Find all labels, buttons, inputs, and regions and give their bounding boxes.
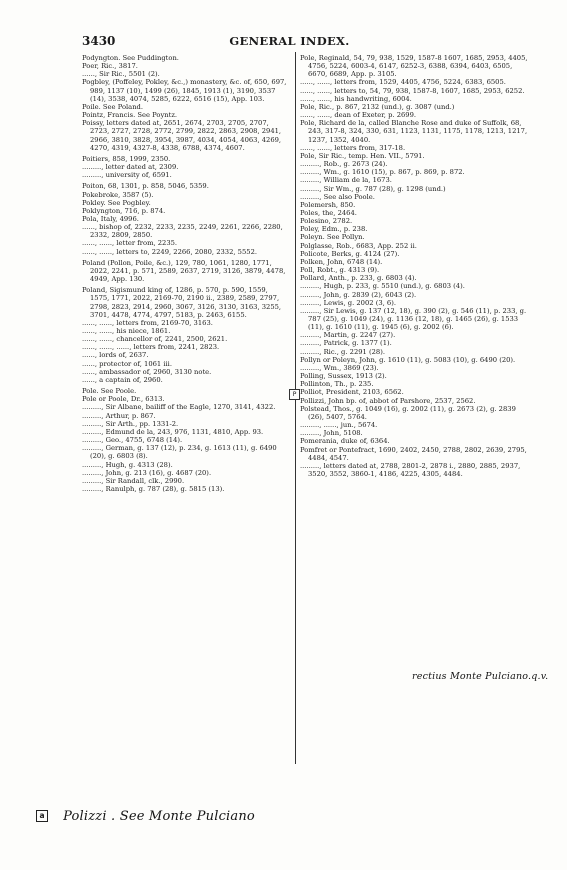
index-entry: Polemersh, 850. (300, 200, 356, 209)
index-entry: Poles, the, 2464. (300, 208, 357, 217)
index-entry: Poile. See Poland. (82, 102, 144, 111)
index-entry: ......, ......, ......, letters from, 2241, 2823. (82, 343, 220, 352)
index-entry: ........., letter dated at, 2309. (82, 163, 179, 172)
index-column-left (82, 54, 288, 493)
index-entry: ........., university of, 6591. (82, 171, 172, 180)
index-entry: ......, ......, letter from, 2235. (82, 239, 178, 248)
index-entry: Pole or Poole, Dr., 6313. (82, 395, 165, 404)
index-entry: ......, ......, chancellor of, 2241, 2500, 2621. (82, 335, 228, 344)
index-entry: Pomfret or Pontefract, 1690, 2402, 2450, 2788, 2802, 2639, 2795, 4484, 4547. (300, 445, 527, 462)
index-entry: Pole. See Poole. (82, 387, 137, 396)
index-entry: ......, ambassador of, 2960, 3130 note. (82, 367, 212, 376)
index-entry: Polstead, Thos., g. 1049 (16), g. 2002 (11), g. 2673 (2), g. 2839 (26), 5407, 5764. (300, 404, 516, 421)
index-entry: ........., Arthur, p. 867. (82, 411, 156, 420)
index-entry: ........., ......, jun., 5674. (300, 421, 378, 430)
index-entry: ........., Ric., g. 2291 (28). (300, 347, 385, 356)
index-entry: Pokley. See Pogbley. (82, 198, 151, 207)
margin-stamp-icon: P (289, 389, 300, 400)
index-entry: Poland (Pollon, Poile, &c.), 129, 780, 1061, 1280, 1771, 2022, 2241, p. 571, 2589, 2637, 2719, 3126, 3879, 4478, 4949, App. 130. (82, 258, 286, 284)
index-entry: Pola, Italy, 4996. (82, 214, 139, 223)
index-entry: Poley, Edm., p. 238. (300, 225, 368, 234)
index-entry: ......, ......, letters from, 317-18. (300, 143, 406, 152)
index-entry: ........., Rob., g. 2673 (24). (300, 160, 388, 169)
index-entry: ........., John, 5108. (300, 429, 363, 438)
index-entry: Pogbley, (Poffeley, Pokley, &c.,) monastery, &c. of, 650, 697, 989, 1137 (10), 1499 (26), 1845, 1913 (1), 3190, 3537 (14), 3538, 4074, 5285, 6222, 6516 (15), App. 103. (82, 78, 287, 103)
index-entry: ......, ......, letters to, 54, 79, 938, 1587-8, 1607, 1685, 2953, 6252. (300, 86, 525, 95)
index-entry: ......, lords of, 2637. (82, 351, 149, 360)
index-entry: Podyngton. See Puddington. (82, 54, 179, 62)
page-header (82, 34, 497, 50)
index-entry: Pole, Richard de la, called Blanche Rose and duke of Suffolk, 68, 243, 317-8, 324, 330, 631, 1123, 1131, 1175, 1178, 1213, 1217, 1237, 1352, 4040. (300, 119, 528, 144)
index-entry: ........., Wm., 3869 (23). (300, 363, 379, 372)
index-entry: ........., John, g. 2839 (2), 6043 (2). (300, 290, 417, 299)
index-entry: Pole, Ric., p. 867, 2132 (und.), g. 3087 (und.) (300, 102, 455, 111)
index-entry: Poitiers, 858, 1999, 2350. (82, 154, 171, 163)
index-entry: ......, bishop of, 2232, 2233, 2235, 2249, 2261, 2266, 2280, 2332, 2809, 2850. (82, 223, 283, 240)
index-entry: ......, ......, his handwriting, 6004. (300, 94, 412, 103)
index-entry: Pollizzi, John bp. of, abbot of Parshore, 2537, 2562. (300, 396, 476, 405)
index-entry: ........., Patrick, g. 1377 (1). (300, 339, 392, 348)
index-entry: ........., See also Poole. (300, 192, 375, 201)
boxed-letter-icon: a (36, 810, 48, 822)
index-entry: Pollinton, Th., p. 235. (300, 380, 374, 389)
column-divider (295, 52, 296, 764)
index-entry: ........., Sir Albane, bailiff of the Eagle, 1270, 3141, 4322. (82, 403, 276, 412)
index-entry: Poleyn. See Pollyn. (300, 233, 365, 242)
index-entry: ........., Ranulph, g. 787 (28), g. 5815 (13). (82, 484, 225, 493)
index-entry: ........., Geo., 4755, 6748 (14). (82, 436, 183, 445)
index-entry: Polglasse, Rob., 6683, App. 252 ii. (300, 241, 417, 250)
index-entry: Pokebroke, 3587 (5). (82, 190, 154, 199)
page-title: GENERAL INDEX. (229, 34, 350, 48)
index-entry: Polliot, President, 2103, 6562. (300, 388, 404, 397)
index-entry: ......, ......, letters to, 2249, 2266, 2080, 2332, 5552. (82, 247, 258, 256)
index-entry: Polesino, 2782. (300, 217, 353, 226)
index-entry: ........., Edmund de la, 243, 976, 1131, 4810, App. 93. (82, 427, 264, 436)
index-entry: ........., Sir Randall, clk., 2990. (82, 476, 185, 485)
index-entry: Poland, Sigismund king of, 1286, p. 570, p. 590, 1559, 1575, 1771, 2022, 2169-70, 2190 ii., 2389, 2589, 2797, 2798, 2823, 2914, 2960, 3067, 3126, 3130, 3163, 3255, 3701, 4478, 4774, 4797, 5183, p. 2463, 6155. (82, 286, 282, 319)
index-entry: Pollyn or Poleyn, John, g. 1610 (11), g. 5083 (10), g. 6490 (20). (300, 355, 516, 364)
handwritten-correction: rectius Monte Pulciano.q.v. (412, 671, 549, 682)
index-entry: ........., William de la, 1673. (300, 176, 392, 185)
index-entry: ........., Hugh, g. 4313 (28). (82, 460, 173, 469)
index-entry: Pollard, Anth., p. 233, g. 6803 (4). (300, 274, 417, 283)
index-entry: Poer, Ric., 3817. (82, 62, 138, 71)
index-entry: ......, ......, letters from, 2169-70, 3163. (82, 318, 213, 327)
index-entry: ........., Sir Arth., pp. 1331-2. (82, 419, 179, 428)
index-entry: ........., John, g. 213 (16), g. 4687 (20). (82, 468, 212, 477)
handwritten-addendum-text: Polizzi . See Monte Pulciano (63, 809, 255, 824)
index-entry: ........., Wm., g. 1610 (15), p. 867, p. 869, p. 872. (300, 168, 465, 177)
index-entry: Polling, Sussex, 1913 (2). (300, 372, 387, 381)
index-entry: ........., Lewis, g. 2002 (3, 6). (300, 298, 396, 307)
index-column-right (300, 54, 528, 478)
index-entry: ........., letters dated at, 2788, 2801-2, 2878 i., 2880, 2885, 2937, 3520, 3552, 3860-1, 4186, 4225, 4305, 4484. (300, 461, 521, 478)
index-entry: Poll, Robt., g. 4313 (9). (300, 266, 380, 275)
index-entry: ......, ......, letters from, 1529, 4405, 4756, 5224, 6383, 6505. (300, 78, 506, 87)
index-entry: ......, a captain of, 2960. (82, 375, 163, 384)
index-entry: ......, ......, his niece, 1861. (82, 327, 171, 335)
index-entry: Policote, Berks, g. 4124 (27). (300, 249, 400, 258)
index-entry: Pole, Reginald, 54, 79, 938, 1529, 1587-8 1607, 1685, 2953, 4405, 4756, 5224, 6003-4, 6147, 6252-3, 6388, 6394, 6403, 6505, 6670, 6689, App. p. 3105. (300, 54, 528, 79)
index-entry: Pole, Sir Ric., temp. Hen. VII., 5791. (300, 151, 425, 160)
index-entry: ........., Hugh, p. 233, g. 5510 (und.), g. 6803 (4). (300, 282, 465, 291)
index-entry: Pointz, Francis. See Poyntz. (82, 111, 178, 120)
index-entry: Poiton, 68, 1301, p. 858, 5046, 5359. (82, 182, 209, 191)
index-entry: ......, Sir Ric., 5501 (2). (82, 70, 160, 79)
index-entry: Poissy, letters dated at, 2651, 2674, 2703, 2705, 2707, 2723, 2727, 2728, 2772, 2799, 2822, 2863, 2908, 2941, 2966, 3810, 3828, 3954, 3987, 4034, 4054, 4063, 4269, 4270, 4319, 4327-8, 4338, 6788, 4374, 4607. (82, 119, 282, 152)
index-entry: ........., Martin, g. 2247 (27). (300, 331, 396, 340)
handwritten-addendum (36, 805, 255, 824)
index-entry: ........., Sir Lewis, g. 137 (12, 18), g. 390 (2), g. 546 (11), p. 233, g. 787 (25), g. 1049 (24), g. 1136 (12, 18), g. 1465 (26), g. 1533 (11), g. 1610 (11), g. 1945 (6), g. 2002 (6). (300, 306, 527, 332)
index-entry: Polken, John, 6748 (14). (300, 257, 383, 266)
index-entry: Pomerania, duke of, 6364. (300, 437, 390, 446)
index-entry: ........., German, g. 137 (12), p. 234, g. 1613 (11), g. 6490 (20), g. 6803 (8). (82, 444, 277, 461)
index-entry: ......, protector of, 1061 iii. (82, 359, 172, 368)
page-number: 3430 (82, 34, 116, 48)
index-entry: Poklyngton, 716, p. 874. (82, 206, 166, 215)
index-entry: ......, ......, dean of Exeter, p. 2699. (300, 111, 417, 120)
index-entry: ........., Sir Wm., g. 787 (28), g. 1298 (und.) (300, 184, 446, 193)
